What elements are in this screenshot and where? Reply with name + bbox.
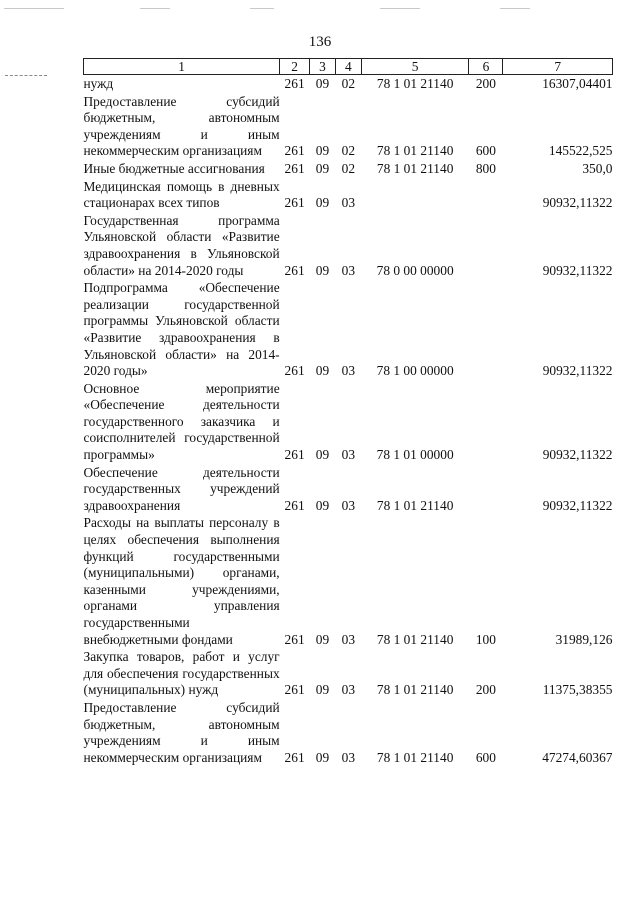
row-code-5 (361, 178, 469, 212)
row-code-4: 03 (341, 749, 356, 765)
col-header-4: 4 (335, 59, 361, 75)
row-code-5: 78 1 01 21140 (376, 497, 454, 513)
row-code-3: 09 (315, 160, 330, 176)
row-amount: 350,0 (582, 160, 613, 176)
row-code-5: 78 1 01 21140 (376, 682, 454, 698)
table-row (84, 178, 613, 212)
row-code-3: 09 (315, 262, 330, 278)
row-code-3: 09 (315, 631, 330, 647)
table-row (84, 160, 613, 178)
table-row (84, 464, 613, 515)
row-code-4: 03 (341, 447, 356, 463)
row-code-2: 261 (284, 363, 305, 379)
row-code-2: 261 (284, 682, 305, 698)
row-amount: 90932,11322 (542, 195, 613, 211)
row-code-5: 78 0 00 00000 (376, 262, 454, 278)
row-code-6 (469, 464, 503, 515)
row-code-4: 02 (341, 160, 356, 176)
row-code-2: 261 (284, 749, 305, 765)
row-code-5: 78 1 01 21140 (376, 76, 454, 91)
row-code-4: 03 (341, 195, 356, 211)
scan-noise (0, 8, 640, 10)
row-code-6 (469, 279, 503, 380)
table-row (84, 514, 613, 648)
margin-mark (5, 75, 47, 76)
row-name: Закупка товаров, работ и услуг для обеспечения государственных (муниципальных) нужд (83, 649, 280, 698)
table-row (84, 93, 613, 160)
row-code-4: 02 (341, 143, 356, 159)
row-code-2: 261 (284, 631, 305, 647)
row-name: Предоставление субсидий бюджетным, автономным учреждениям и иным некоммерческим организациям (83, 93, 280, 159)
row-amount: 90932,11322 (542, 363, 613, 379)
row-code-3: 09 (315, 143, 330, 159)
row-amount: 16307,04401 (542, 76, 613, 91)
row-code-3: 09 (315, 749, 330, 765)
row-code-4: 03 (341, 497, 356, 513)
row-name: Расходы на выплаты персоналу в целях обеспечения выполнения функций государственными (муниципальными) органами, казенными учреждениями, органами управления государственными внебюджетными фондами (83, 515, 280, 647)
table-row (84, 699, 613, 766)
row-code-4: 03 (341, 682, 356, 698)
row-code-5: 78 1 00 00000 (376, 363, 454, 379)
row-code-6: 200 (475, 76, 496, 91)
col-header-1: 1 (84, 59, 280, 75)
row-amount: 90932,11322 (542, 262, 613, 278)
row-amount: 47274,60367 (542, 749, 613, 765)
row-name: Иные бюджетные ассигнования (83, 160, 265, 176)
row-code-6 (469, 212, 503, 279)
row-code-2: 261 (284, 160, 305, 176)
row-name: Подпрограмма «Обеспечение реализации государственной программы Ульяновской области «Развитие здравоохранения в Ульяновской области» на 2014-2020 годы» (83, 280, 280, 379)
table-row (84, 648, 613, 699)
row-code-5: 78 1 01 21140 (376, 749, 454, 765)
row-code-3: 09 (315, 76, 330, 91)
row-name: Основное мероприятие «Обеспечение деятельности государственного заказчика и соисполнителей государственной программы» (83, 380, 280, 463)
row-code-2: 261 (284, 447, 305, 463)
row-code-2: 261 (284, 195, 305, 211)
row-code-2: 261 (284, 76, 305, 91)
row-code-2: 261 (284, 262, 305, 278)
row-amount: 11375,38355 (542, 682, 613, 698)
col-header-3: 3 (310, 59, 336, 75)
row-code-5: 78 1 01 21140 (376, 143, 454, 159)
row-code-6: 800 (475, 160, 496, 176)
row-code-3: 09 (315, 363, 330, 379)
row-code-6 (469, 178, 503, 212)
row-code-3: 09 (315, 682, 330, 698)
row-code-4: 02 (341, 76, 356, 91)
row-code-6 (469, 380, 503, 464)
row-code-5: 78 1 01 00000 (376, 447, 454, 463)
table-row (84, 75, 613, 93)
table-row (84, 380, 613, 464)
table-row (84, 279, 613, 380)
row-code-6: 200 (475, 682, 496, 698)
row-name: Медицинская помощь в дневных стационарах всех типов (83, 178, 280, 211)
col-header-6: 6 (469, 59, 503, 75)
row-code-4: 03 (341, 363, 356, 379)
col-header-5: 5 (361, 59, 469, 75)
row-code-5: 78 1 01 21140 (376, 160, 454, 176)
row-code-3: 09 (315, 195, 330, 211)
row-code-3: 09 (315, 447, 330, 463)
row-code-6: 100 (475, 631, 496, 647)
row-code-4: 03 (341, 262, 356, 278)
budget-table (83, 58, 613, 766)
col-header-2: 2 (280, 59, 310, 75)
row-code-2: 261 (284, 143, 305, 159)
page-number: 136 (308, 34, 332, 50)
row-code-4: 03 (341, 631, 356, 647)
row-amount: 31989,126 (555, 631, 613, 647)
row-code-3: 09 (315, 497, 330, 513)
row-code-6: 600 (475, 143, 496, 159)
row-amount: 90932,11322 (542, 497, 613, 513)
row-code-6: 600 (475, 749, 496, 765)
row-name: Обеспечение деятельности государственных учреждений здравоохранения (83, 464, 280, 513)
row-amount: 90932,11322 (542, 447, 613, 463)
header-row (84, 59, 613, 75)
row-amount: 145522,525 (548, 143, 613, 159)
row-name: Предоставление субсидий бюджетным, автономным учреждениям и иным некоммерческим организациям (83, 699, 280, 765)
row-name: Государственная программа Ульяновской области «Развитие здравоохранения в Ульяновской области» на 2014-2020 годы (83, 212, 280, 278)
col-header-7: 7 (503, 59, 613, 75)
row-name: нужд (83, 76, 114, 91)
row-code-5: 78 1 01 21140 (376, 631, 454, 647)
table-row (84, 212, 613, 279)
row-code-2: 261 (284, 497, 305, 513)
